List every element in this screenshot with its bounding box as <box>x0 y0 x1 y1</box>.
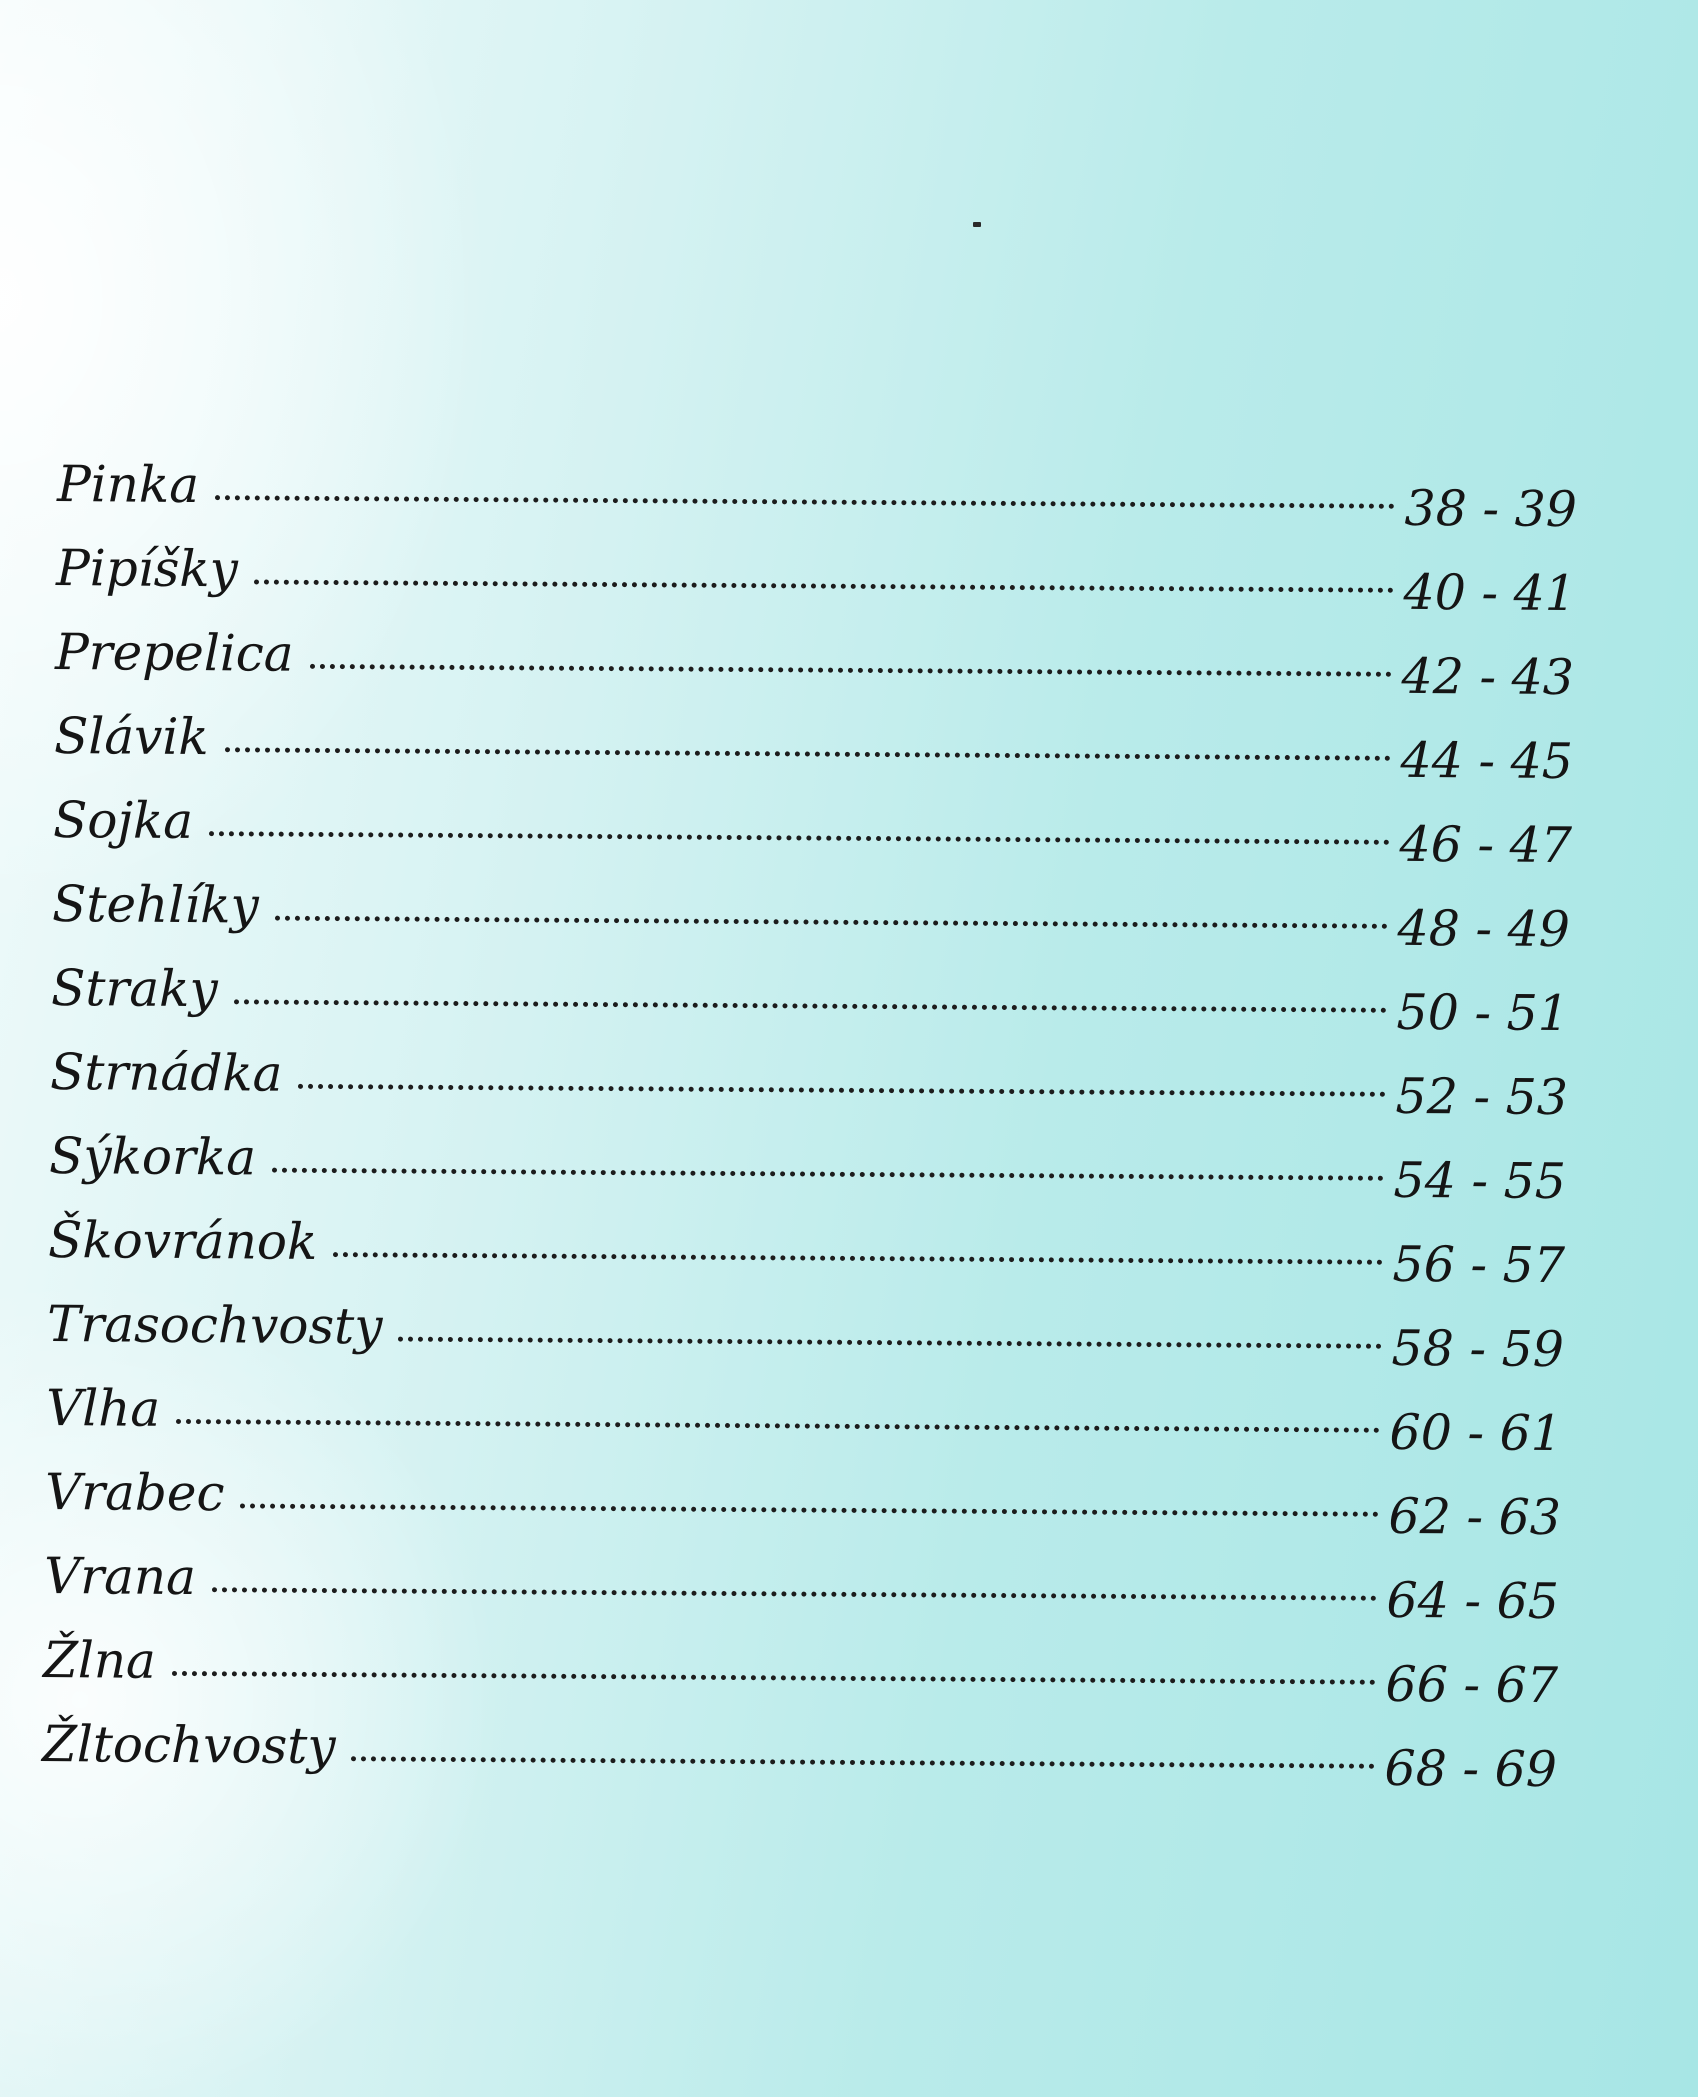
dot-leader <box>272 1168 1384 1181</box>
dot-leader <box>225 747 1391 761</box>
toc-entry-pages: 50 - 51 <box>1396 983 1570 1043</box>
toc-entry-title: Žltochvosty <box>41 1715 336 1776</box>
dot-leader <box>310 664 1392 677</box>
toc-entry <box>44 1547 1560 1642</box>
toc-entry-pages: 42 - 43 <box>1401 647 1575 707</box>
toc-entry-title: Škovránok <box>47 1211 318 1271</box>
toc-entry <box>46 1379 1563 1474</box>
dot-leader <box>351 1756 1374 1768</box>
toc-entry-pages: 52 - 53 <box>1395 1067 1569 1127</box>
toc-entry-pages: 58 - 59 <box>1391 1319 1565 1379</box>
toc-entry-title: Žlna <box>42 1631 157 1690</box>
toc-entry-title: Prepelica <box>54 623 294 683</box>
toc-entry-title: Slávik <box>53 707 209 767</box>
dot-leader <box>298 1084 1385 1097</box>
toc-entry-title: Straky <box>50 959 218 1019</box>
dot-leader <box>176 1419 1379 1433</box>
toc-entry-pages: 44 - 45 <box>1400 731 1574 791</box>
toc-entry-title: Sýkorka <box>48 1127 257 1187</box>
toc-entry-title: Sojka <box>52 791 194 851</box>
dot-leader <box>240 1503 1378 1516</box>
toc-entry <box>56 539 1577 634</box>
toc-entry <box>47 1295 1565 1390</box>
toc-entry <box>52 875 1571 970</box>
toc-entry <box>49 1127 1567 1222</box>
toc-entry <box>43 1631 1559 1726</box>
print-speck <box>973 222 981 227</box>
dot-leader <box>254 579 1394 592</box>
toc-entry-title: Stehlíky <box>51 875 259 935</box>
dot-leader <box>215 495 1395 509</box>
toc-entry-title: Vrabec <box>44 1463 225 1523</box>
toc-entry-title: Strnádka <box>49 1043 283 1103</box>
toc-entry <box>53 791 1573 886</box>
toc-entry-title: Pipíšky <box>55 539 239 599</box>
dot-leader <box>212 1587 1377 1601</box>
dot-leader <box>333 1252 1382 1265</box>
toc-entry-title: Trasochvosty <box>46 1295 383 1356</box>
toc-entry-pages: 64 - 65 <box>1386 1571 1560 1631</box>
toc-entry-pages: 66 - 67 <box>1385 1655 1559 1715</box>
dot-leader <box>234 999 1387 1012</box>
toc-entry <box>55 623 1575 718</box>
toc-entry <box>48 1211 1566 1306</box>
toc-entry-pages: 38 - 39 <box>1404 479 1578 539</box>
toc-entry-title: Vlha <box>45 1379 161 1438</box>
toc-entry-pages: 62 - 63 <box>1388 1487 1562 1547</box>
toc-entry-pages: 40 - 41 <box>1403 563 1577 623</box>
toc-entry <box>42 1715 1558 1810</box>
toc-entry <box>45 1463 1562 1558</box>
dot-leader <box>172 1671 1376 1685</box>
toc-entry-pages: 46 - 47 <box>1399 815 1573 875</box>
toc-entry-pages: 48 - 49 <box>1397 899 1571 959</box>
toc-entry <box>54 707 1574 802</box>
toc-entry <box>57 455 1578 550</box>
toc-entry-title: Pinka <box>56 455 200 515</box>
toc-entry <box>51 959 1570 1054</box>
toc-entry-title: Vrana <box>43 1547 197 1607</box>
dot-leader <box>275 916 1388 929</box>
dot-leader <box>398 1337 1381 1349</box>
dot-leader <box>209 831 1390 845</box>
toc-entry-pages: 60 - 61 <box>1389 1403 1563 1463</box>
toc-entry <box>50 1043 1569 1138</box>
toc-entry-pages: 68 - 69 <box>1384 1739 1558 1799</box>
toc-entry-pages: 54 - 55 <box>1393 1151 1567 1211</box>
toc-entry-pages: 56 - 57 <box>1392 1235 1566 1295</box>
